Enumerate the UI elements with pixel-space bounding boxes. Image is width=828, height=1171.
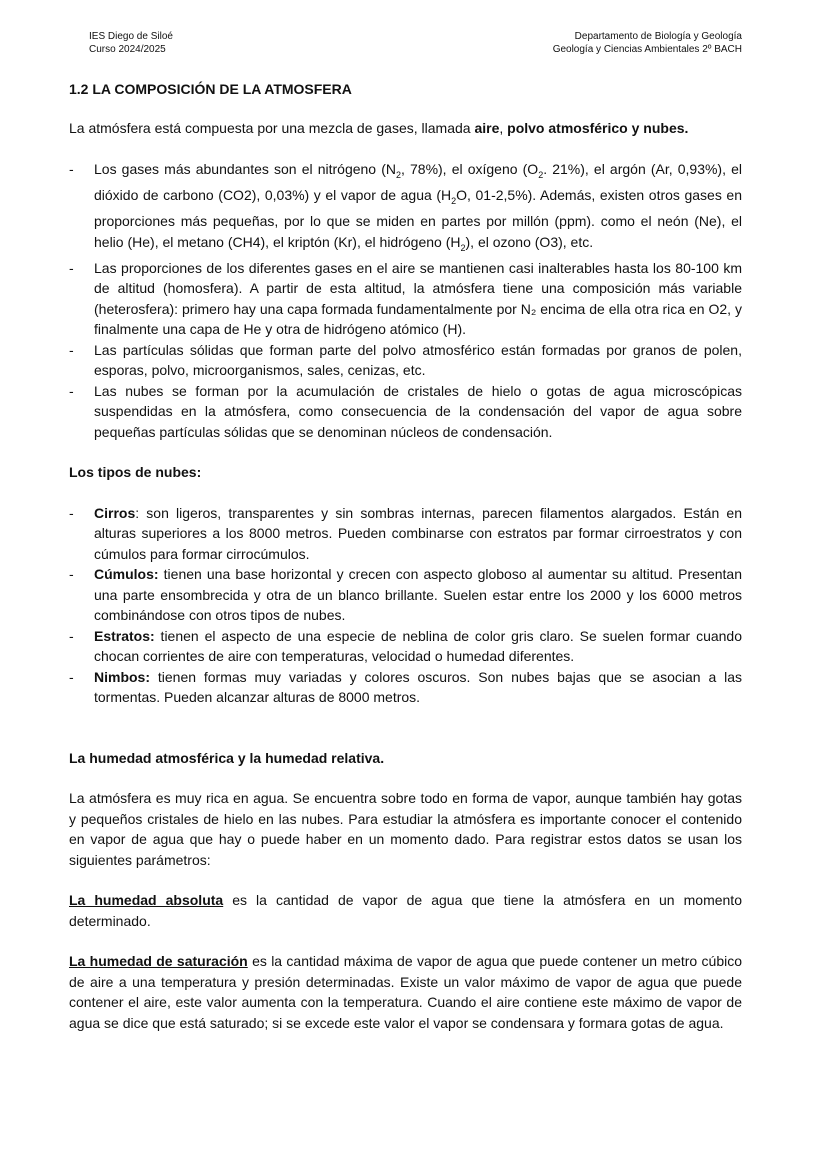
humidity-paragraph: La atmósfera es muy rica en agua. Se encuentra sobre todo en forma de vapor, aunque también hay gotas y pequeños cristales de hielo en las nubes. Para estudiar la atmósfera es importante conocer el contenido en vapor de agua que hay o puede haber en un momento dado. Para registrar estos datos se usan los siguientes parámetros: (69, 790, 742, 868)
header-left (89, 30, 173, 56)
intro-sep: , (499, 120, 508, 136)
list-item (69, 564, 742, 626)
subject-name: Geología y Ciencias Ambientales 2º BACH (552, 44, 742, 55)
department-name: Departamento de Biología y Geología (574, 31, 742, 42)
header-right (553, 30, 742, 56)
clouds-title (69, 462, 742, 483)
humidity-title-text: La humedad atmosférica y la humedad relativa. (69, 749, 385, 766)
list-item (69, 503, 742, 565)
list-item: - Las nubes se forman por la acumulación de cristales de hielo o gotas de agua microscópicas suspendidas en la atmósfera, como consecuencia de la condensación del vapor de agua sobre pequeñas partículas sólidas que se denominan núcleos de condensación. (69, 381, 742, 443)
page-header (89, 30, 742, 56)
text-run: Los gases más abundantes son el nitrógeno (N (94, 160, 396, 177)
list-item: - Las proporciones de los diferentes gases en el aire se mantienen casi inalterables hasta los 80-100 km de altitud (homosfera). A partir de esta altitud, la atmósfera tiene una composición más variable (heterosfera): primero hay una capa formada fundamentalmente por N₂ encima de ella otra rica en O2, y finalmente una capa de He y otra de hidrógeno atómico (H). (69, 258, 742, 340)
school-year: Curso 2024/2025 (89, 44, 166, 55)
clouds-title-text: Los tipos de nubes: (69, 464, 202, 481)
section-title: 1.2 LA COMPOSICIÓN DE LA ATMOSFERA (69, 81, 352, 97)
cloud-desc: tienen una base horizontal y crecen con aspecto globoso al aumentar su altitud. Presentan una parte ensombrecida y otra de un blanco brillante. Suelen estar entre los 2000 y los 6000 metros combinándose con otros tipos de nubes. (94, 566, 742, 624)
absolute-humidity-text: es la cantidad de vapor de agua que tiene la atmósfera en un momento determinado. (69, 892, 742, 929)
composition-list (69, 159, 742, 443)
humidity-title (69, 748, 742, 769)
text-run: . 21%), el argón (Ar, 0,93%), el dióxido de carbono (CO2), 0,03%) y el vapor de agua (H (94, 160, 742, 203)
cloud-desc: : son ligeros, transparentes y sin sombras internas, parecen filamentos alargados. Están en alturas superiores a los 8000 metros. Pueden combinarse con estratos par formar cirroestratos y con cúmulos para formar cirrocúmulos. (94, 504, 742, 562)
subscript: 2 (395, 169, 401, 180)
cloud-term: Estratos: (94, 627, 155, 644)
saturation-humidity-text: es la cantidad máxima de vapor de agua que puede contener un metro cúbico de aire a una temperatura y presión determinadas. Existe un valor máximo de vapor de agua que puede contener el aire, este valor aumenta con la temperatura. Cuando el aire contiene este máximo de vapor de agua se dice que está saturado; si se excede este valor el vapor se condensara y formara gotas de agua. (69, 953, 743, 1031)
cloud-term: Cúmulos: (94, 566, 159, 583)
text-run: ), el ozono (O3), etc. (465, 233, 594, 250)
cloud-term: Nimbos: (94, 668, 150, 685)
clouds-list (69, 503, 742, 708)
list-item (69, 626, 742, 667)
intro-bold-aire: aire (474, 120, 500, 136)
subscript: 2 (451, 195, 457, 206)
saturation-humidity-term: La humedad de saturación (69, 953, 248, 970)
school-name: IES Diego de Siloé (89, 31, 173, 42)
text-run: O, 01-2,5%). Además, existen otros gases en proporciones más pequeñas, por lo que se miden en partes por millón (ppm). como el neón (Ne), el helio (He), el metano (CH4), el kriptón (Kr), el hidrógeno (H (94, 186, 742, 250)
intro-paragraph (69, 118, 742, 139)
subscript: 2 (538, 169, 544, 180)
cloud-desc: tienen formas muy variadas y colores oscuros. Son nubes bajas que se asocian a las tormentas. Pueden alcanzar alturas de 8000 metros. (94, 668, 742, 706)
saturation-humidity-paragraph (69, 951, 742, 1033)
cloud-desc: tienen el aspecto de una especie de neblina de color gris claro. Se suelen formar cuando chocan corrientes de aire con temperaturas, velocidad o humedad diferentes. (94, 627, 742, 665)
intro-text: La atmósfera está compuesta por una mezcla de gases, llamada (69, 120, 475, 136)
document-page (69, 30, 742, 1033)
intro-bold-rest: polvo atmosférico y nubes. (507, 120, 689, 136)
list-item (69, 667, 742, 708)
text-run: , 78%), el oxígeno (O (401, 160, 539, 177)
cloud-term: Cirros (94, 504, 136, 521)
subscript: 2 (460, 242, 466, 253)
absolute-humidity-paragraph (69, 890, 742, 931)
list-item: - Las partículas sólidas que forman parte del polvo atmosférico están formadas por granos de polen, esporas, polvo, microorganismos, sales, cenizas, etc. (69, 340, 742, 381)
absolute-humidity-term: La humedad absoluta (69, 892, 224, 909)
list-item (69, 159, 742, 258)
